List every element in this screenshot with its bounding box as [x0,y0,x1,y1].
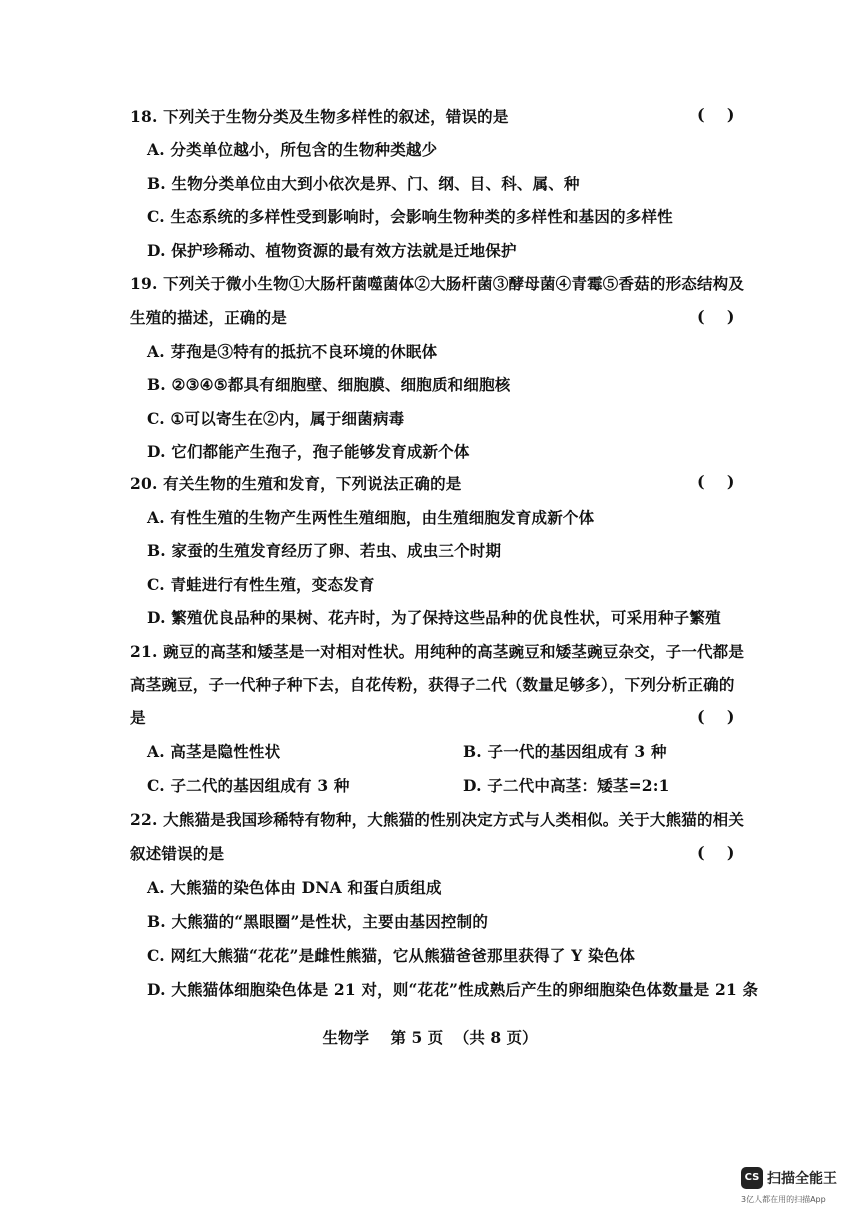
question-18-option-b: B. 生物分类单位由大到小依次是界、门、纲、目、科、属、种 [147,174,580,193]
question-22-stem-line-1: 22. 大熊猫是我国珍稀特有物种，大熊猫的性别决定方式与人类相似。关于大熊猫的相关 [130,810,745,829]
question-20-option-a: A. 有性生殖的生物产生两性生殖细胞，由生殖细胞发育成新个体 [147,508,595,527]
question-19-option-d: D. 它们都能产生孢子，孢子能够发育成新个体 [147,442,470,461]
page-footer: 生物学 第 5 页 （共 8 页） [322,1028,538,1047]
question-20-answer-bracket: ( ) [697,472,735,491]
question-22-option-b: B. 大熊猫的“黑眼圈”是性状，主要由基因控制的 [147,912,489,931]
question-21-option-d: D. 子二代中高茎：矮茎=2:1 [463,776,670,795]
scanner-watermark [741,1167,851,1207]
question-21-option-a: A. 高茎是隐性性状 [147,742,281,761]
question-21-option-b: B. 子一代的基因组成有 3 种 [463,742,667,761]
question-19-option-a: A. 芽孢是③特有的抵抗不良环境的休眠体 [147,342,438,361]
question-19-option-c: C. ①可以寄生在②内，属于细菌病毒 [147,409,405,428]
question-18-option-a: A. 分类单位越小，所包含的生物种类越少 [147,140,438,159]
scanner-app-name: 扫描全能王 [767,1171,837,1187]
question-21-stem-line-1: 21. 豌豆的高茎和矮茎是一对相对性状。用纯种的高茎豌豆和矮茎豌豆杂交，子一代都是 [130,642,745,661]
question-18-option-c: C. 生态系统的多样性受到影响时，会影响生物种类的多样性和基因的多样性 [147,207,673,226]
scanner-tagline: 3亿人都在用的扫描App [741,1195,826,1204]
question-21-stem-line-3: 是 [130,708,146,727]
question-18-stem-line-1: 18. 下列关于生物分类及生物多样性的叙述，错误的是 [130,107,509,126]
question-21-answer-bracket: ( ) [697,707,735,726]
question-19-option-b: B. ②③④⑤都具有细胞壁、细胞膜、细胞质和细胞核 [147,375,511,394]
question-18-answer-bracket: ( ) [697,105,735,124]
question-22-answer-bracket: ( ) [697,843,735,862]
question-20-option-b: B. 家蚕的生殖发育经历了卵、若虫、成虫三个时期 [147,541,502,560]
question-18-option-d: D. 保护珍稀动、植物资源的最有效方法就是迁地保护 [147,241,517,260]
question-22-option-d: D. 大熊猫体细胞染色体是 21 对，则“花花”性成熟后产生的卵细胞染色体数量是 21 条 [147,980,759,999]
question-22-stem-line-2: 叙述错误的是 [130,844,225,863]
question-19-stem-line-1: 19. 下列关于微小生物①大肠杆菌噬菌体②大肠杆菌③酵母菌④青霉⑤香菇的形态结构及 [130,274,745,293]
question-21-stem-line-2: 高茎豌豆，子一代种子种下去，自花传粉，获得子二代（数量足够多），下列分析正确的 [130,675,735,694]
question-19-stem-line-2: 生殖的描述，正确的是 [130,308,288,327]
question-22-option-c: C. 网红大熊猫“花花”是雌性熊猫，它从熊猫爸爸那里获得了 Y 染色体 [147,946,636,965]
question-20-option-d: D. 繁殖优良品种的果树、花卉时，为了保持这些品种的优良性状，可采用种子繁殖 [147,608,721,627]
question-20-option-c: C. 青蛙进行有性生殖，变态发育 [147,575,375,594]
question-21-option-c: C. 子二代的基因组成有 3 种 [147,776,350,795]
question-20-stem-line-1: 20. 有关生物的生殖和发育，下列说法正确的是 [130,474,462,493]
scanner-logo-icon: CS [741,1167,763,1189]
question-19-answer-bracket: ( ) [697,307,735,326]
question-22-option-a: A. 大熊猫的染色体由 DNA 和蛋白质组成 [147,878,442,897]
